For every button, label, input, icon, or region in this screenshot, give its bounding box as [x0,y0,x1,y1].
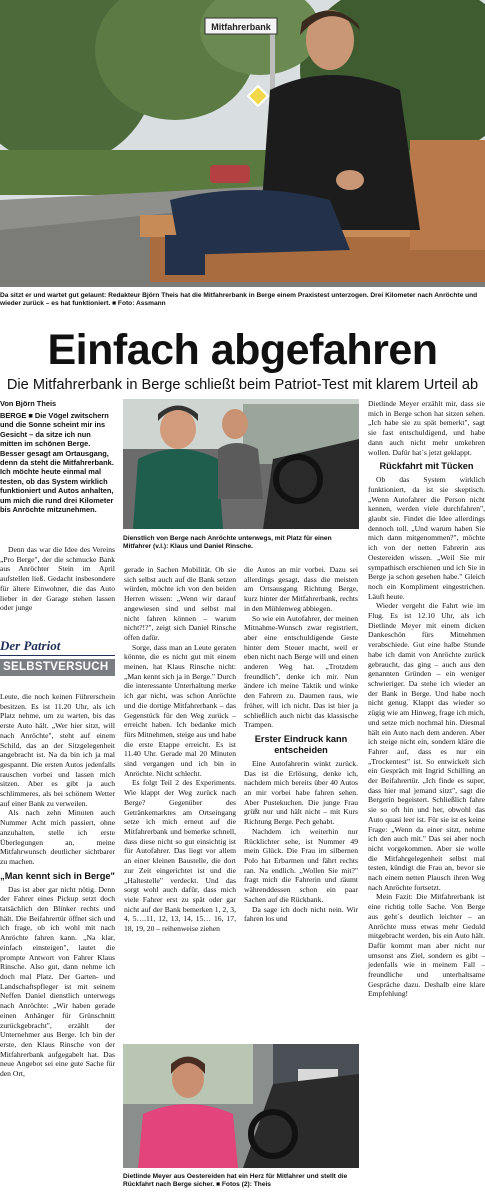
paragraph: Denn das war die Idee des Vereins „Pro Berge", der die schmucke Bank aus Anröchter Stein im April aufstellen ließ. Gedacht insbesondere für ältere Einwohner, die das Auto lieber in der Garage stehen lassen oder junge [0,545,115,613]
car-photo-caption: Dienstlich von Berge nach Anröchte unterwegs, mit Platz für einen Mitfahrer (v.l.): Klaus und Daniel Rinsche. [123,535,332,550]
column-1-body [0,692,115,1079]
top-photo-graphic [0,0,485,287]
patriot-logo-name: Der Patriot [0,638,61,653]
paragraph: Dietlinde Meyer erzählt mir, dass sie mich in Berge schon hat sitzen sehen. „Ich habe sie zu spät bemerkt", sagt sie fast entschuldigend, und habe dann auch nicht mehr umkehren wollen. Dafür hat´s jetzt geklappt. [368,399,485,457]
paragraph: Da sage ich doch nicht nein. Wir fahren los und [244,904,358,924]
top-photo [0,0,485,287]
paragraph: Das ist aber gar nicht nötig. Denn der Fahrer eines Pickup setzt doch tatsächlich den Blinker rechts und hält. Die Beifahrertür öffnet sich und ich frage, ob ich wohl mit nach Anröchte fahren kann. „Na klar, einfach einsteigen", lautet die prompte Antwort von Fahrer Klaus Rinsche. Also gut, dann nehme ich doch mal Platz. Der Garten- und Landschaftspfleger ist mit seinem Neffen Daniel dienstlich unterwegs nach Anröchte: „Wir haben gerade einen Anhänger für Grünschnitt zurückgebracht", erzählt der Unternehmer aus Berge. Ich bin der erste, den Klaus Rinsche von der Mitfahrerbank aufgegabelt hat. Das neue Angebot sei eine gute Sache für den Ort, [0,884,115,1079]
author-line: Von Björn Theis [0,399,57,408]
paragraph: So wie ein Autofahrer, der meinen Mitnahme-Wunsch zwar registriert, aber eine entschuldigende Geste hinter dem Steuer macht, weil er eben nicht nach Berge will und einen anderen Weg hat. „Trotzdem freundlich", denke ich mir. Nun ändere ich meine Taktik und winke den Fahrern zu. Daumen raus, wie früher, will ich nicht. Das ist hier ja schließlich auch nicht das klassische Trampen. [244,613,358,730]
car-photo [123,399,359,529]
car-photo-graphic [123,399,359,529]
column-1-top [0,545,115,613]
sign-text: Mitfahrerbank [211,22,271,32]
paragraph: Mein Fazit: Die Mitfahrerbank ist eine richtig tolle Sache. Von Berge aus geht´s deutlich leichter – an Anröchte muss etwas mehr Geduld mitgebracht werden, bis ein Auto hält. Dafür kommt man aber nicht nur umsonst ans Ziel, sondern es gibt – jedenfalls wie in meinem Fall – freundliche und unterhaltsame Gespräche dazu. Deshalb eine klare Empfehlung! [368,892,485,999]
driver-photo [123,1044,359,1168]
paragraph: die Autos an mir vorbei. Dazu sei allerdings gesagt, dass die meisten am Ortsausgang Richtung Berge, kurz hinter der Mitfahrerbank, rechts in den Mühlenweg abbiegen. [244,565,358,613]
paragraph: Ob das System wirklich funktioniert, da ist sie skeptisch. „Wenn Autofahrer die Person nicht kennen, werden viele durchfahren", glaubt sie. Findet die Idee allerdings dennoch toll. „Und warum haben Sie mich dann mitgenommen?", möchte ich von der netten Fahrerin aus Oestereiden wissen. „Weil Sie mir sympathisch erschienen und ich Sie in Berge ja schon gesehen habe." Gleich noch ein Kompliment eingestrichen. Läuft heute. [368,475,485,601]
lead-paragraph: BERGE ■ Die Vögel zwitschern und die Sonne scheint mir ins Gesicht – da sitze ich nun mitten im schönen Berge. Besser gesagt am Ortausgang, denn da steht die Mitfahrerbank. Ich möchte heute einmal mal testen, ob das System wirklich funktioniert und Autos anhalten, um mich die rund drei Kilometer bis Anröchte mitzunehmen. [0,411,114,515]
subheading-man-kennt-sich: „Man kennt sich in Berge" [0,870,115,881]
top-photo-caption: Da sitzt er und wartet gut gelaunt: Redakteur Björn Theis hat die Mitfahrerbank in Berge einem Praxistest unterzogen. Drei Kilometer nach Anröchte und wieder zurück – es hat funktioniert. ■ Foto: Assmann [0,292,478,307]
paragraph: Leute, die noch keinen Führerschein besitzen. Es ist 11.20 Uhr, als ich Platz nehme, um zu warten, bis das erste Auto hält. „Wer hier sitzt, will nach Anröchte", steht auf einem Schild, das an der Sitzgelegenheit angebracht ist. Na da bin ich ja mal gespannt. Die ersten Autos jedenfalls rauschen vorbei und lassen mich sitzen. Aber es gibt ja auch schlimmeres, als bei schönem Wetter auf einer Bank zu verweilen. [0,692,115,808]
subheading-erster-eindruck: Erster Eindruck kann entscheiden [254,733,348,755]
paragraph: Es folgt Teil 2 des Experiments. Wie klappt der Weg zurück nach Berge? Gegenüber des Getränkemarktes am Ortseingang setze ich mich erneut auf die Mitfahrerbank und bemerke schnell, dass diese nicht so gut einsichtig ist für Autofahrer. Das liegt vor allem an einer kleinen Baustelle, die dort zur Zeit eingerichtet ist und die „Haltestelle" verdeckt. Und das sorgt wohl auch dafür, dass mich viele Fahrer erst zu spät oder gar nicht auf der Bank bemerken 1, 2, 3, 4, 5….11, 12, 13, 14, 15… 16, 17, 18, 19, 20 – reihenweise ziehen [124,778,236,934]
column-2 [124,565,236,934]
driver-photo-graphic [123,1044,359,1168]
paragraph: Eine Autofahrerin winkt zurück. Das ist die Erlösung, denke ich, nachdem mich bereits über 40 Autos an mir vorbei habe fahren sehen. Aber Pustekuchen. Die junge Frau grüßt nur und hält nicht – mit Kurs Richtung Berge. Pech gehabt. [244,758,358,827]
paragraph: Als nach zehn Minuten auch Nummer Acht mich passiert, ohne anzuhalten, stelle ich erste Überlegungen an, meine Mitfahrwunsch deutlicher sichtbarer zu machen. [0,808,115,866]
subheading-rueckfahrt: Rückfahrt mit Tücken [379,461,474,472]
paragraph: Wieder vergeht die Fahrt wie im Flug. Es ist 12.10 Uhr, als ich Dietlinde Meyer mit einem dicken Dankeschön fürs Mitnehmen verabschiede. Gut eine halbe Stunde habe ich damit von Anröchte zurück gebraucht, das ging – auch aus den genannten Gründen – ein weniger schwieriger. Da stehe ich wieder an der Bank in Berge. Und habe noch nicht genug. Klappt das wieder so zügig wie am Hinweg, frage ich mich, und setze mich nochmal hin. Diesmal hält ein Auto nach dem anderen. Aber ich steige nicht ein, sondern kläre die Fahrer auf, dass es nur ein „Trockentest" ist. So entwickelt sich ein Gespräch mit Ingrid Schilling an der Beifahrertür. „Ich finde es super, dass hier mal jemand sitzt", sagt die Bergerin begeistert. Schließlich fahre sie so oft hin und her, obwohl das Auto quasi leer ist. Für sie ist es keine Frage: „Wenn da einer sitzt, nehme ich den auch mit." Das sei aber noch nicht vorgekommen. Aber sie wolle die Mitfahrgelegenheit selbst mal testen, kündigt die Frau an, bevor sie nach einem netten Plausch ihren Weg nach Anröchte fortsetzt. [368,601,485,892]
column-4 [368,399,485,999]
selbstversuch-badge: SELBSTVERSUCH [0,659,115,676]
paragraph: Sorge, dass man an Leute geraten könnte, die es nicht gut mit einem meinen, hat Klaus Rinsche nicht: „Man kennt sich ja in Berge." Durch die interessante Unterhaltung merke ich gar nicht, was schon Anröchte und die dortige Mitfahrerbank – das Gegenstück für den Weg zurück – erreicht haben. Ich bedanke mich fürs Mitnehmen, steige aus und habe die erste Etappe erreicht. Es ist 11.40 Uhr. Gerade mal 20 Minuten sind vergangen und ich bin in Anröchte. Nicht schlecht. [124,642,236,778]
subheadline: Die Mitfahrerbank in Berge schließt beim Patriot-Test mit klarem Urteil ab [6,377,479,393]
patriot-logo [0,638,115,682]
driver-photo-caption: Dietlinde Meyer aus Oestereiden hat ein Herz für Mitfahrer und stellt die Rückfahrt nach Berge sicher. ■ Fotos (2): Theis [123,1173,348,1188]
headline: Einfach abgefahren [47,326,438,374]
column-3 [244,565,358,924]
paragraph: gerade in Sachen Mobilität. Ob sie sich selbst auch auf die Bank setzen würden, möchte ich von den beiden Herren wissen: „Wenn wir darauf angewiesen sind und selbst mal nicht fahren können – warum nicht?!?", zeigt sich Daniel Rinsche offen dafür. [124,565,236,642]
paragraph: Nachdem ich weiterhin nur Rücklichter sehe, ist Nummer 49 mein Glück. Die Frau im silbernen Polo hat Erbarmen und fährt rechts ran. Na endlich. „Wollen Sie mit?" fragt mich die Fahrerin und räumt währenddessen schon ein paar Sachen auf die Rückbank. [244,826,358,904]
